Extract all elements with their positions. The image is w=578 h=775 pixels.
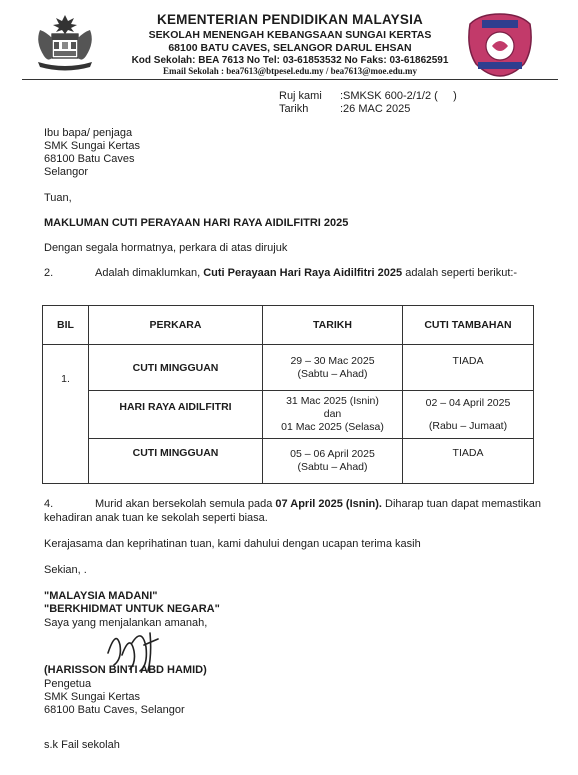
- school-email: Email Sekolah : bea7613@btpesel.edu.my / bea7613@moe.edu.my: [163, 66, 417, 76]
- column-header: PERKARA: [89, 306, 263, 345]
- slogan-madani: "MALAYSIA MADANI": [44, 590, 158, 602]
- tarikh-label: Tarikh: [279, 103, 309, 115]
- tarikh-value: :26 MAC 2025: [340, 103, 411, 115]
- tarikh-cell: 31 Mac 2025 (Isnin) dan 01 Mac 2025 (Selasa): [263, 391, 403, 439]
- table-row: [43, 345, 534, 391]
- tambahan-cell: TIADA: [403, 345, 534, 391]
- table-row: [43, 439, 534, 484]
- signer-role-line: Pengetua: [44, 678, 92, 690]
- perkara-cell: CUTI MINGGUAN: [89, 345, 263, 391]
- ruj-value: :SMKSK 600-2/1/2 ( ): [340, 90, 457, 102]
- table-row: [43, 391, 534, 439]
- slogan-berkhidmat: "BERKHIDMAT UNTUK NEGARA": [44, 603, 220, 615]
- signer-role-line: SMK Sungai Kertas: [44, 691, 140, 703]
- tarikh-cell: 05 – 06 April 2025 (Sabtu – Ahad): [263, 439, 403, 484]
- perkara-cell: HARI RAYA AIDILFITRI: [89, 391, 263, 439]
- tambahan-cell: TIADA: [403, 439, 534, 484]
- school-contact: Kod Sekolah: BEA 7613 No Tel: 03-61853532 No Faks: 03-61862591: [131, 55, 449, 66]
- bil-cell: 1.: [43, 345, 89, 484]
- malaysia-coat-of-arms-logo: [30, 12, 100, 72]
- recipient-line: Selangor: [44, 166, 89, 178]
- column-header: CUTI TAMBAHAN: [403, 306, 534, 345]
- recipient-line: 68100 Batu Caves: [44, 153, 135, 165]
- tambahan-cell: 02 – 04 April 2025 (Rabu – Jumaat): [403, 391, 534, 439]
- salutation: Tuan,: [44, 192, 72, 204]
- recipient-line: SMK Sungai Kertas: [44, 140, 140, 152]
- intro-line: Dengan segala hormatnya, perkara di atas dirujuk: [44, 242, 288, 254]
- signer-role-line: 68100 Batu Caves, Selangor: [44, 704, 185, 716]
- header-divider: [22, 79, 558, 80]
- column-header: BIL: [43, 306, 89, 345]
- holiday-table: [42, 305, 534, 484]
- recipient-line: Ibu bapa/ penjaga: [44, 127, 133, 139]
- para4-text: Murid akan bersekolah semula pada 07 April 2025 (Isnin). Diharap tuan dapat memastikan: [95, 498, 541, 510]
- ruj-label: Ruj kami: [279, 90, 322, 102]
- school-address: 68100 BATU CAVES, SELANGOR DARUL EHSAN: [168, 42, 412, 54]
- tarikh-cell: 29 – 30 Mac 2025 (Sabtu – Ahad): [263, 345, 403, 391]
- para4-number: 4.: [44, 498, 54, 510]
- signer-name: (HARISSON BINTI ABD HAMID): [44, 664, 207, 676]
- column-header: TARIKH: [263, 306, 403, 345]
- para4-text-line2: kehadiran anak tuan ke sekolah seperti biasa.: [44, 512, 268, 524]
- amanah-line: Saya yang menjalankan amanah,: [44, 617, 208, 629]
- perkara-cell: CUTI MINGGUAN: [89, 439, 263, 484]
- subject-line: MAKLUMAN CUTI PERAYAAN HARI RAYA AIDILFITRI 2025: [44, 217, 349, 229]
- para2-number: 2.: [44, 267, 54, 279]
- ministry-title: KEMENTERIAN PENDIDIKAN MALAYSIA: [157, 12, 423, 27]
- thanks-line: Kerajasama dan keprihatinan tuan, kami dahului dengan ucapan terima kasih: [44, 538, 421, 550]
- school-name: SEKOLAH MENENGAH KEBANGSAAN SUNGAI KERTAS: [148, 29, 432, 41]
- cc-line: s.k Fail sekolah: [44, 739, 120, 751]
- para2-text: Adalah dimaklumkan, Cuti Perayaan Hari Raya Aidilfitri 2025 adalah seperti berikut:-: [95, 267, 518, 279]
- closing-line: Sekian, .: [44, 564, 87, 576]
- table-header-row: [43, 306, 534, 345]
